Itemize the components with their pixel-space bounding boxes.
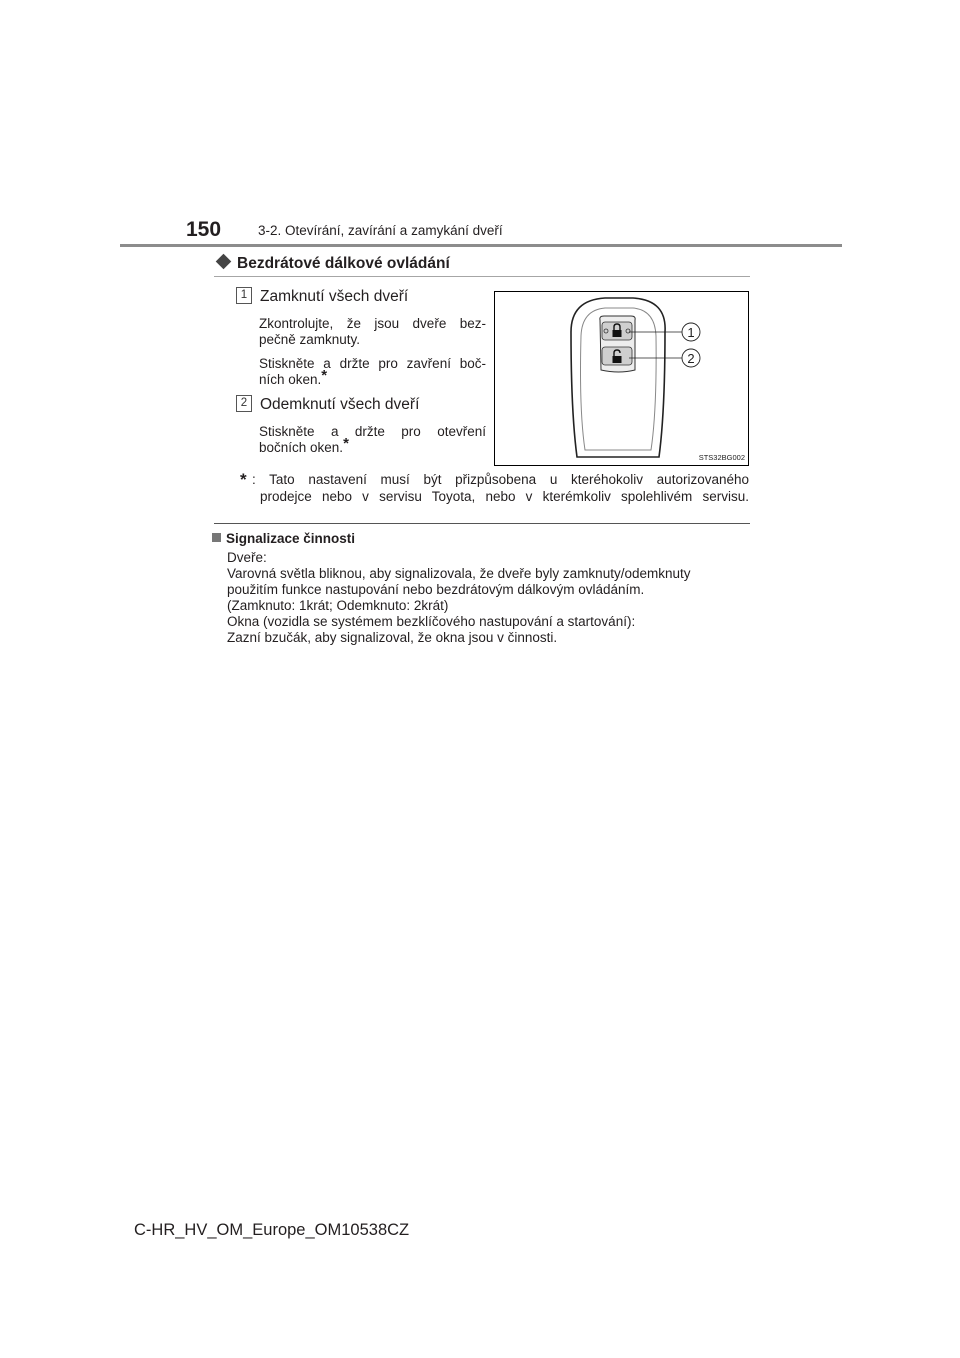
info-line: použitím funkce nastupování nebo bezdrátovým dálkovým ovládáním. bbox=[227, 582, 645, 597]
text-line: Stiskněte a držte pro otevření bbox=[259, 424, 486, 439]
text-line: pečně zamknuty. bbox=[259, 332, 361, 347]
header-rule bbox=[120, 244, 842, 247]
figure-code: STS32BG002 bbox=[698, 453, 745, 462]
info-line: Dveře: bbox=[227, 550, 267, 565]
item-2-paragraph-hold bbox=[259, 424, 486, 456]
footnote-text bbox=[252, 472, 749, 488]
footnote-star-ref: * bbox=[321, 367, 328, 384]
diamond-bullet-icon bbox=[216, 254, 232, 270]
page-number: 150 bbox=[186, 218, 222, 241]
text-line: : Tato nastavení musí být přizpůsobena u kteréhokoliv autorizovaného bbox=[252, 472, 749, 487]
section-rule bbox=[214, 276, 750, 277]
square-bullet-icon bbox=[212, 533, 221, 542]
text-line: ních oken. bbox=[259, 372, 322, 387]
callout-number-1: 1 bbox=[687, 325, 695, 340]
info-line: (Zamknuto: 1krát; Odemknuto: 2krát) bbox=[227, 598, 449, 613]
info-line: Varovná světla bliknou, aby signalizovala, že dveře byly zamknuty/odemknuty bbox=[227, 566, 691, 581]
item-1-paragraph-check bbox=[259, 316, 486, 348]
item-title-unlock: Odemknutí všech dveří bbox=[260, 396, 420, 413]
item-number-2: 2 bbox=[236, 395, 252, 412]
item-title-lock: Zamknutí všech dveří bbox=[260, 288, 409, 305]
key-fob-figure bbox=[494, 291, 749, 466]
info-body bbox=[227, 550, 749, 646]
footnote-text-cont bbox=[260, 489, 749, 505]
footnote-star-ref: * bbox=[343, 435, 349, 452]
footnote-star: * bbox=[240, 470, 247, 489]
separator-rule bbox=[214, 523, 750, 524]
text-line: bočních oken. bbox=[259, 440, 344, 455]
running-header: 3-2. Otevírání, zavírání a zamykání dveří bbox=[258, 223, 503, 238]
info-title: Signalizace činnosti bbox=[226, 531, 356, 546]
callout-number-2: 2 bbox=[687, 351, 695, 366]
info-line: Okna (vozidla se systémem bezklíčového nastupování a startování): bbox=[227, 614, 636, 629]
key-fob-illustration bbox=[495, 292, 748, 465]
document-code-footer: C-HR_HV_OM_Europe_OM10538CZ bbox=[134, 1221, 410, 1239]
item-1-paragraph-hold bbox=[259, 356, 486, 388]
info-heading bbox=[212, 531, 355, 546]
section-title: Bezdrátové dálkové ovládání bbox=[237, 255, 450, 272]
text-line: Zkontrolujte, že jsou dveře bez- bbox=[259, 316, 486, 331]
text-line: Stiskněte a držte pro zavření boč- bbox=[259, 356, 486, 371]
text-line: prodejce nebo v servisu Toyota, nebo v kterémkoliv spolehlivém servisu. bbox=[260, 489, 749, 504]
item-number-1: 1 bbox=[236, 287, 252, 304]
section-heading bbox=[218, 255, 450, 273]
info-line: Zazní bzučák, aby signalizoval, že okna jsou v činnosti. bbox=[227, 630, 558, 645]
